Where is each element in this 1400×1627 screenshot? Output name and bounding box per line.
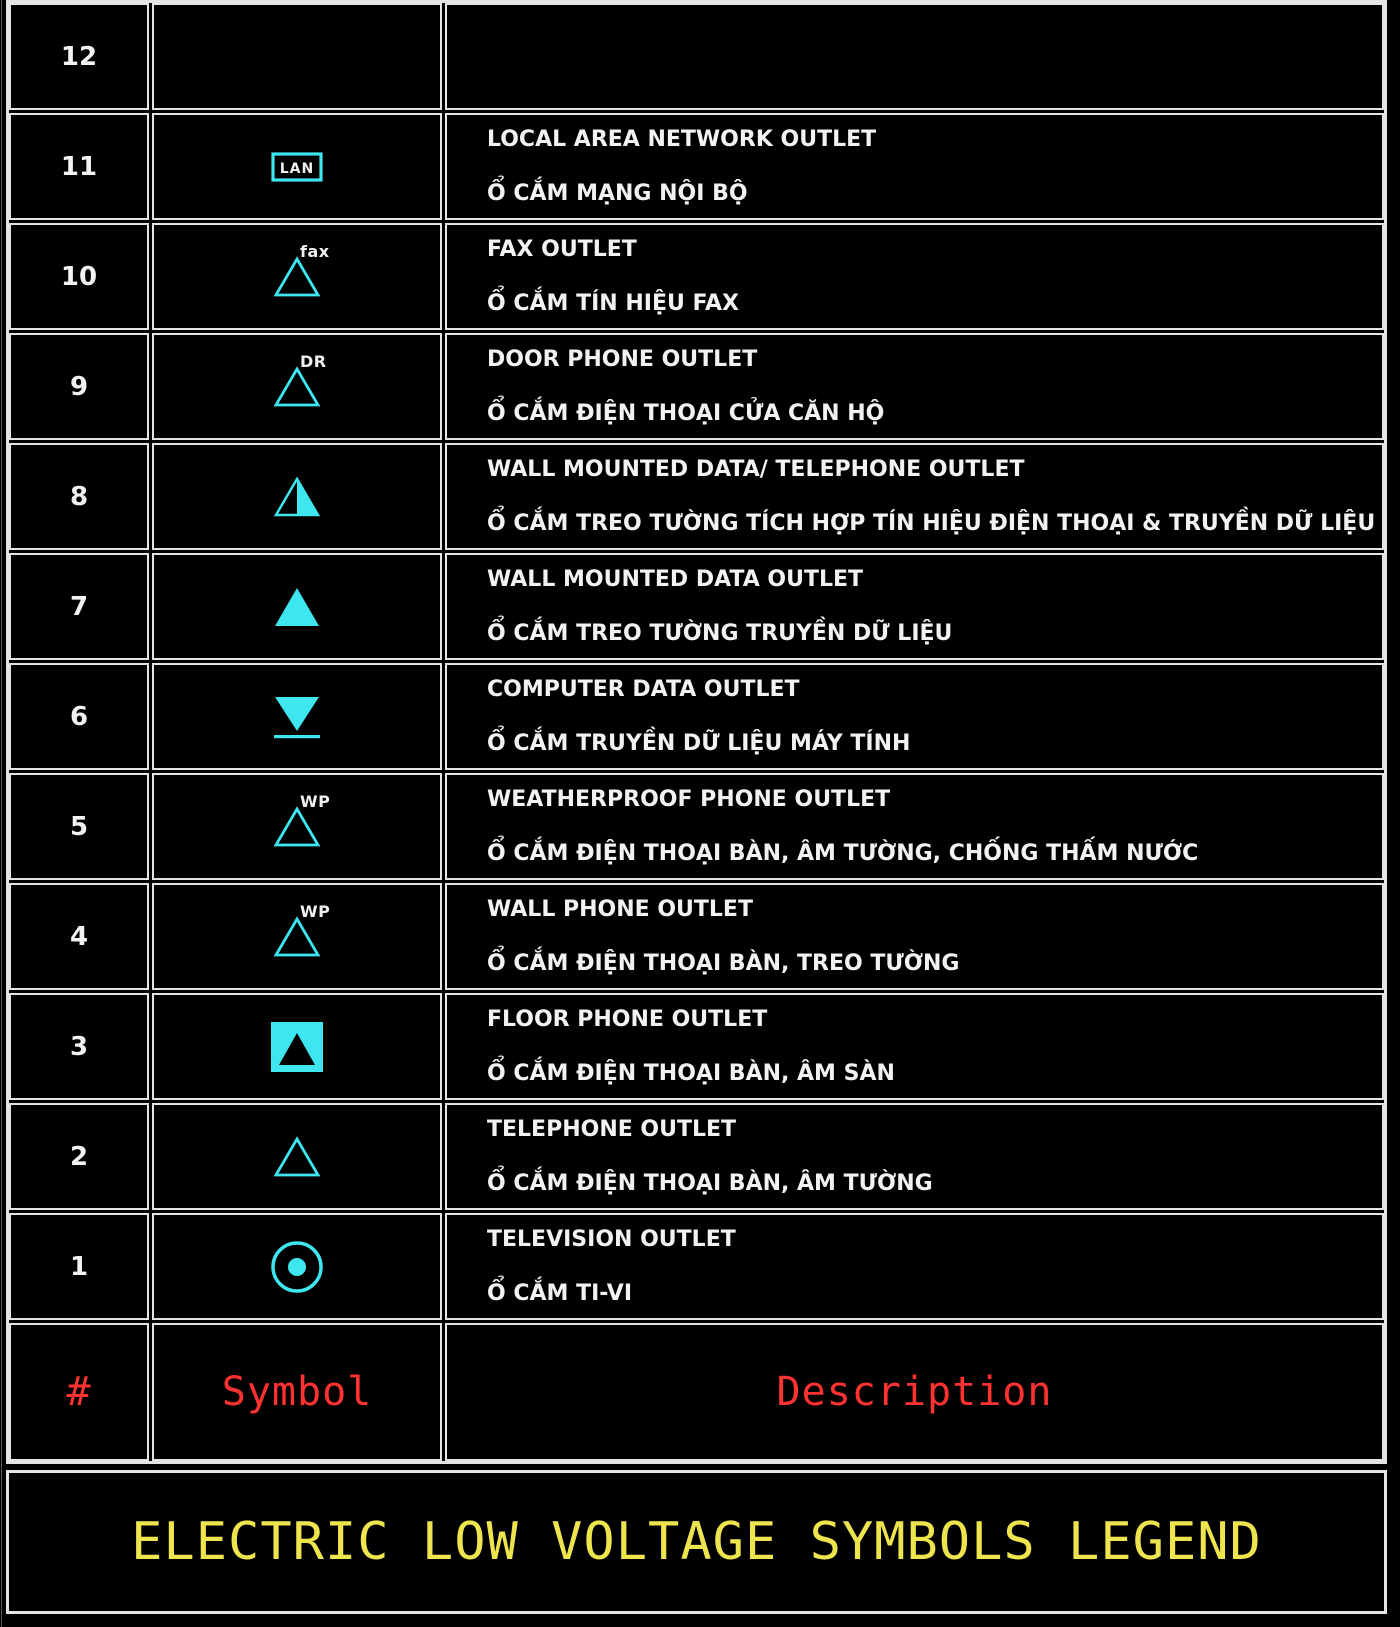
description-cell (445, 553, 1384, 660)
description-cell (445, 1213, 1384, 1320)
row-number-cell: 9 (9, 333, 149, 440)
symbol-wrap (271, 1022, 323, 1072)
triangle-filled-icon (272, 586, 322, 628)
description-en: WEATHERPROOF PHONE OUTLET (487, 786, 891, 812)
symbol-cell (152, 113, 442, 220)
row-number-cell: 1 (9, 1213, 149, 1320)
legend-title: ELECTRIC LOW VOLTAGE SYMBOLS LEGEND (131, 1512, 1262, 1572)
row-number-cell: 8 (9, 443, 149, 550)
symbol-cell (152, 3, 442, 110)
triangle-outline-icon (272, 255, 322, 299)
symbol-wrap (269, 1239, 325, 1295)
symbol-cell (152, 553, 442, 660)
row-number-cell: 7 (9, 553, 149, 660)
row-number-cell: 6 (9, 663, 149, 770)
symbol-cell (152, 443, 442, 550)
description-vi: Ổ CẮM TREO TƯỜNG TÍCH HỢP TÍN HIỆU ĐIỆN THOẠI & TRUYỀN DỮ LIỆU (487, 510, 1376, 536)
description-vi: Ổ CẮM TÍN HIỆU FAX (487, 290, 739, 316)
symbol-label: LAN (279, 160, 315, 177)
symbol-wrap (272, 901, 331, 959)
symbol-cell (152, 993, 442, 1100)
triangle-half-filled-icon (272, 475, 322, 519)
description-en: FAX OUTLET (487, 236, 637, 262)
triangle-outline-icon (272, 805, 322, 849)
lan-box-icon (271, 152, 323, 182)
description-en: TELEPHONE OUTLET (487, 1116, 737, 1142)
description-vi: Ổ CẮM ĐIỆN THOẠI CỬA CĂN HỘ (487, 400, 885, 426)
symbol-wrap (272, 475, 322, 519)
row-number-cell: 10 (9, 223, 149, 330)
description-vi: Ổ CẮM TREO TƯỜNG TRUYỀN DỮ LIỆU (487, 620, 953, 646)
description-vi: Ổ CẮM ĐIỆN THOẠI BÀN, TREO TƯỜNG (487, 950, 960, 976)
title-bar (6, 1470, 1387, 1614)
symbol-label: WP (300, 901, 331, 921)
description-cell (445, 333, 1384, 440)
symbol-label: DR (300, 351, 327, 371)
header-symbol-cell: Symbol (152, 1323, 442, 1461)
description-cell (445, 773, 1384, 880)
symbol-cell (152, 223, 442, 330)
row-number-cell: 3 (9, 993, 149, 1100)
symbol-wrap (271, 693, 323, 741)
symbol-wrap (272, 1135, 322, 1179)
description-en: FLOOR PHONE OUTLET (487, 1006, 768, 1032)
description-en: TELEVISION OUTLET (487, 1226, 736, 1252)
description-cell (445, 883, 1384, 990)
header-description-cell: Description (445, 1323, 1384, 1461)
triangle-outline-icon (272, 365, 322, 409)
description-en: WALL MOUNTED DATA OUTLET (487, 566, 864, 592)
row-number-cell: 5 (9, 773, 149, 880)
row-number-cell: 4 (9, 883, 149, 990)
symbol-wrap (272, 586, 322, 628)
description-vi: Ổ CẮM ĐIỆN THOẠI BÀN, ÂM TƯỜNG, CHỐNG THẤM NƯỚC (487, 840, 1199, 866)
square-filled-triangle-icon (271, 1022, 323, 1072)
row-number-cell: 2 (9, 1103, 149, 1210)
symbol-cell (152, 663, 442, 770)
triangle-outline-icon (272, 915, 322, 959)
description-cell (445, 663, 1384, 770)
description-vi: Ổ CẮM TI-VI (487, 1280, 633, 1306)
row-number-cell: 12 (9, 3, 149, 110)
description-en: LOCAL AREA NETWORK OUTLET (487, 126, 877, 152)
description-cell (445, 993, 1384, 1100)
description-en: DOOR PHONE OUTLET (487, 346, 758, 372)
triangle-outline-icon (272, 1135, 322, 1179)
symbol-wrap (272, 351, 327, 409)
symbol-wrap (272, 241, 330, 299)
symbol-cell (152, 1103, 442, 1210)
symbol-cell (152, 1213, 442, 1320)
description-vi: Ổ CẮM TRUYỀN DỮ LIỆU MÁY TÍNH (487, 730, 911, 756)
symbol-wrap (271, 152, 323, 182)
symbol-wrap (272, 791, 331, 849)
description-cell (445, 1103, 1384, 1210)
symbol-label: fax (300, 241, 330, 261)
description-en: COMPUTER DATA OUTLET (487, 676, 800, 702)
description-vi: Ổ CẮM MẠNG NỘI BỘ (487, 180, 748, 206)
legend-table (6, 0, 1387, 1464)
description-vi: Ổ CẮM ĐIỆN THOẠI BÀN, ÂM SÀN (487, 1060, 895, 1086)
description-en: WALL MOUNTED DATA/ TELEPHONE OUTLET (487, 456, 1025, 482)
header-number-cell: # (9, 1323, 149, 1461)
description-vi: Ổ CẮM ĐIỆN THOẠI BÀN, ÂM TƯỜNG (487, 1170, 933, 1196)
sheet-edge-line (1, 0, 2, 1627)
description-cell (445, 443, 1384, 550)
circle-dot-icon (269, 1239, 325, 1295)
description-cell (445, 223, 1384, 330)
description-cell (445, 3, 1384, 110)
description-cell (445, 113, 1384, 220)
symbol-cell (152, 773, 442, 880)
symbol-label: WP (300, 791, 331, 811)
description-en: WALL PHONE OUTLET (487, 896, 753, 922)
triangle-down-filled-underline-icon (271, 693, 323, 741)
row-number-cell: 11 (9, 113, 149, 220)
symbol-cell (152, 333, 442, 440)
symbol-cell (152, 883, 442, 990)
